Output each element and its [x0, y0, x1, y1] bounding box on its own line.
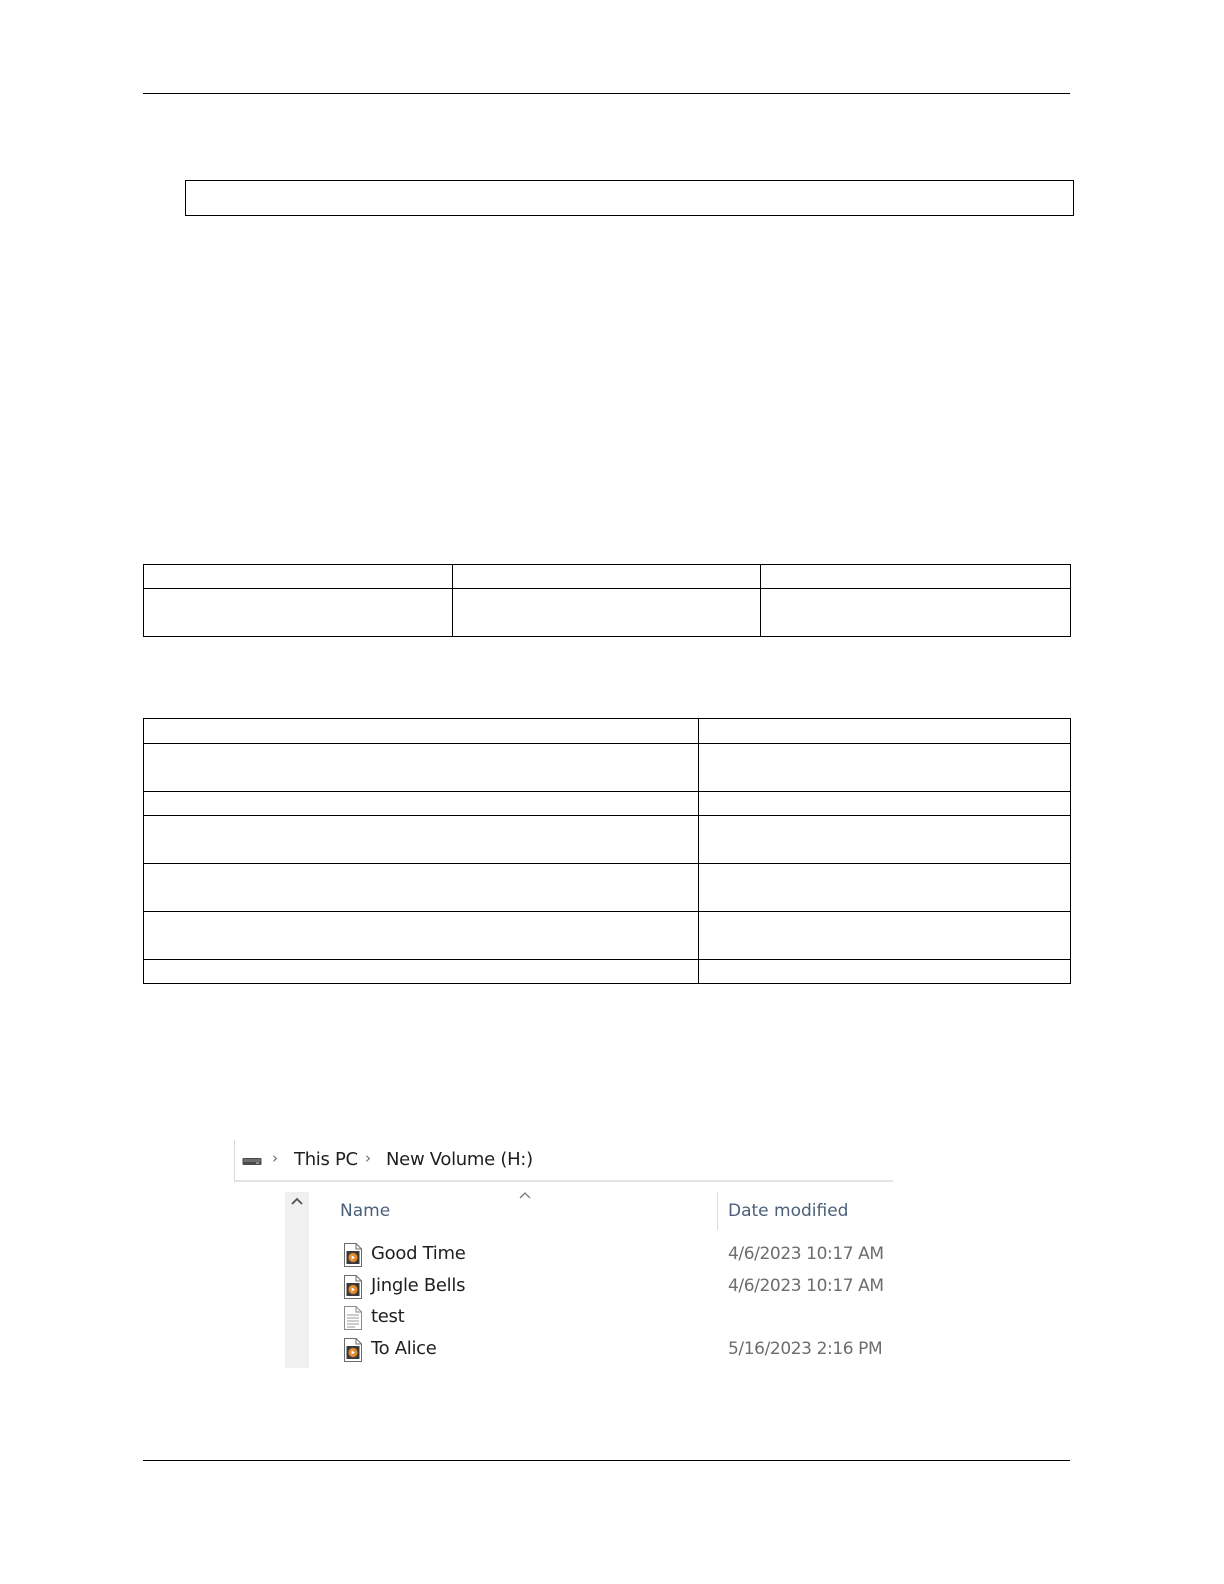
file-row-jingle-bells[interactable]: [342, 1273, 894, 1301]
file-date: 4/6/2023 10:17 AM: [728, 1276, 884, 1296]
file-row-good-time[interactable]: [342, 1241, 894, 1269]
file-name: Jingle Bells: [371, 1275, 466, 1296]
file-name: To Alice: [371, 1338, 437, 1359]
table-cell: [699, 719, 1071, 744]
table-row: [144, 912, 1071, 960]
table-cell: [144, 589, 453, 637]
table-row: [144, 589, 1071, 637]
table-cell: [144, 912, 699, 960]
sort-ascending-icon: [518, 1190, 532, 1200]
breadcrumb-new-volume[interactable]: New Volume (H:): [386, 1149, 533, 1170]
table-row: [144, 565, 1071, 589]
table-cell: [144, 864, 699, 912]
scroll-up-arrow-icon[interactable]: [289, 1194, 305, 1210]
chevron-right-icon: ›: [272, 1149, 278, 1167]
table-cell: [761, 589, 1071, 637]
table-2: [143, 718, 1071, 984]
audio-file-icon: [343, 1275, 363, 1299]
table-1: [143, 564, 1071, 637]
table-row: [144, 744, 1071, 792]
table-cell: [144, 960, 699, 984]
file-row-to-alice[interactable]: [342, 1336, 894, 1364]
table-cell: [699, 864, 1071, 912]
table-cell: [453, 565, 761, 589]
table-cell: [144, 719, 699, 744]
column-header-date-modified[interactable]: Date modified: [728, 1201, 849, 1221]
table-cell: [699, 816, 1071, 864]
vertical-scrollbar[interactable]: [285, 1192, 309, 1368]
file-name: Good Time: [371, 1243, 466, 1264]
table-cell: [699, 960, 1071, 984]
table-cell: [761, 565, 1071, 589]
audio-file-icon: [343, 1338, 363, 1362]
table-row: [144, 719, 1071, 744]
file-date: 4/6/2023 10:17 AM: [728, 1244, 884, 1264]
header-rule: [143, 93, 1070, 94]
table-row: [144, 792, 1071, 816]
text-file-icon: [343, 1306, 363, 1330]
column-divider[interactable]: [717, 1192, 718, 1230]
table-cell: [699, 912, 1071, 960]
table-cell: [144, 816, 699, 864]
footer-rule: [143, 1460, 1070, 1461]
file-row-test[interactable]: [342, 1304, 894, 1332]
breadcrumb-this-pc[interactable]: This PC: [294, 1149, 358, 1170]
chevron-right-icon: ›: [365, 1149, 371, 1167]
table-cell: [144, 744, 699, 792]
table-cell: [453, 589, 761, 637]
file-explorer-screenshot: [234, 1140, 894, 1372]
table-row: [144, 816, 1071, 864]
file-date: 5/16/2023 2:16 PM: [728, 1339, 883, 1359]
table-cell: [144, 792, 699, 816]
table-row: [144, 864, 1071, 912]
column-header-name[interactable]: Name: [340, 1201, 391, 1221]
audio-file-icon: [343, 1243, 363, 1267]
code-box: [185, 180, 1074, 216]
file-name: test: [371, 1306, 405, 1327]
drive-icon: [242, 1156, 262, 1166]
table-row: [144, 960, 1071, 984]
table-cell: [699, 744, 1071, 792]
table-cell: [144, 565, 453, 589]
table-cell: [699, 792, 1071, 816]
address-bar[interactable]: [234, 1140, 893, 1182]
